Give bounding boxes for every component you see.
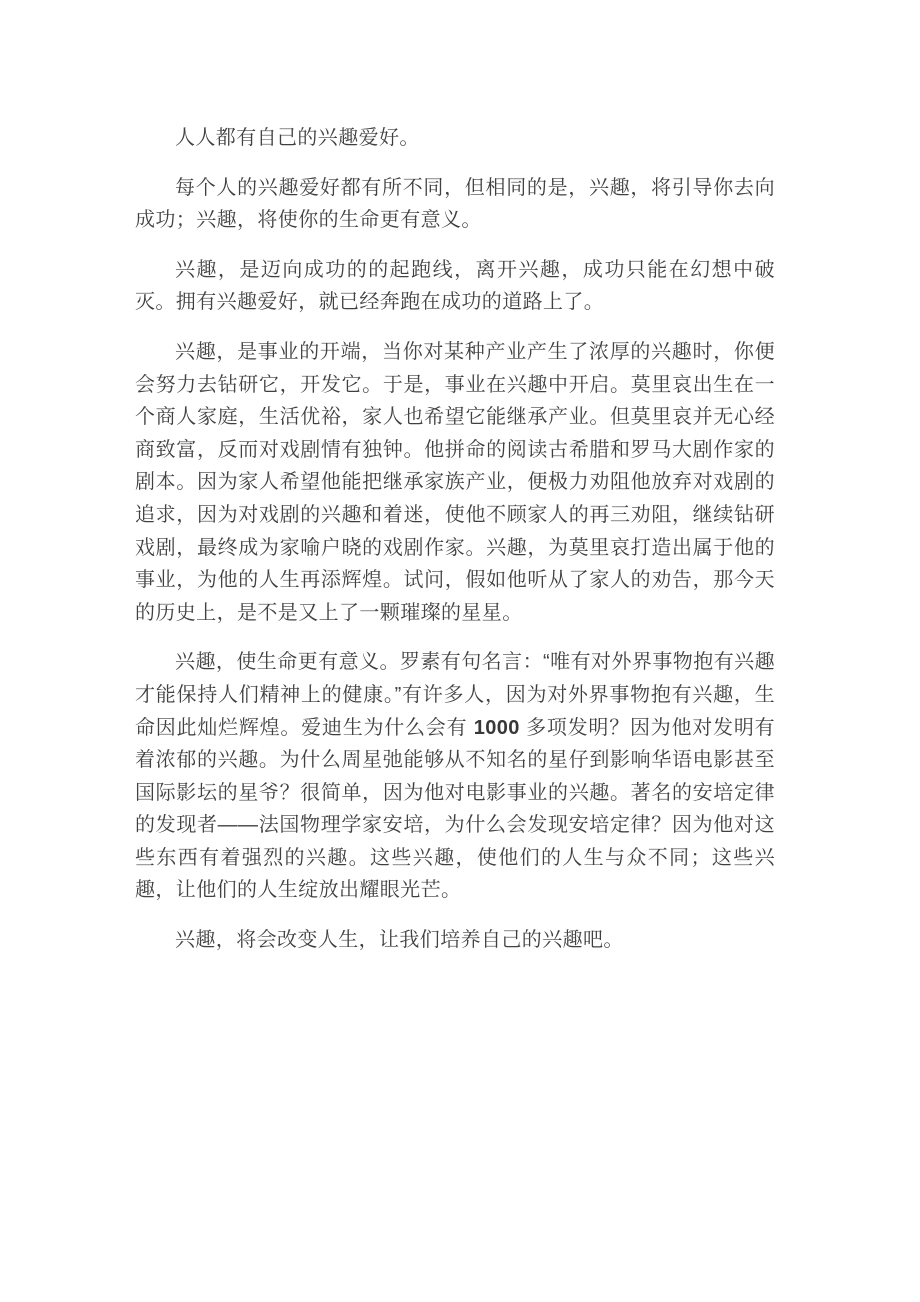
- paragraph-interest-differs: 每个人的兴趣爱好都有所不同，但相同的是，兴趣，将引导你去向成功；兴趣，将使你的生命更有意义。: [135, 176, 775, 232]
- paragraph-meaning-of-life: [135, 646, 775, 907]
- paragraph-opening: 人人都有自己的兴趣爱好。: [175, 127, 420, 149]
- paragraph-text-after-bold: 多项发明？因为他对发明有着浓郁的兴趣。为什么周星弛能够从不知名的星仔到影响华语电影甚至国际影坛的星爷？很简单，因为他对电影事业的兴趣。著名的安培定律的发现者——法国物理学家安培，为什么会发现安培定律？因为他对这些东西有着强烈的兴趣。这些兴趣，使他们的人生与众不同；这些兴趣，让他们的人生绽放出耀眼光芒。: [135, 716, 775, 902]
- document-body: [135, 122, 775, 957]
- paragraph-conclusion: 兴趣，将会改变人生，让我们培养自己的兴趣吧。: [175, 929, 624, 952]
- bold-number-1000: 1000: [473, 716, 520, 739]
- paragraph-starting-line: 兴趣，是迈向成功的的起跑线，离开兴趣，成功只能在幻想中破灭。拥有兴趣爱好，就已经奔跑在成功的道路上了。: [135, 258, 775, 314]
- paragraph-moliere-story: 兴趣，是事业的开端，当你对某种产业产生了浓厚的兴趣时，你便会努力去钻研它，开发它。于是，事业在兴趣中开启。莫里哀出生在一个商人家庭，生活优裕，家人也希望它能继承产业。但莫里哀并无心经商致富，反而对戏剧情有独钟。他拼命的阅读古希腊和罗马大剧作家的剧本。因为家人希望他能把继承家族产业，便极力劝阻他放弃对戏剧的追求，因为对戏剧的兴趣和着迷，使他不顾家人的再三劝阻，继续钻研戏剧，最终成为家喻户晓的戏剧作家。兴趣，为莫里哀打造出属于他的事业，为他的人生再添辉煌。试问，假如他听从了家人的劝告，那今天的历史上，是不是又上了一颗璀璨的星星。: [135, 340, 775, 624]
- paragraph-text-before-bold: 兴趣，使生命更有意义。罗素有句名言：“唯有对外界事物抱有兴趣才能保持人们精神上的健康。”有许多人，因为对外界事物抱有兴趣，生命因此灿烂辉煌。爱迪生为什么会有: [135, 651, 775, 739]
